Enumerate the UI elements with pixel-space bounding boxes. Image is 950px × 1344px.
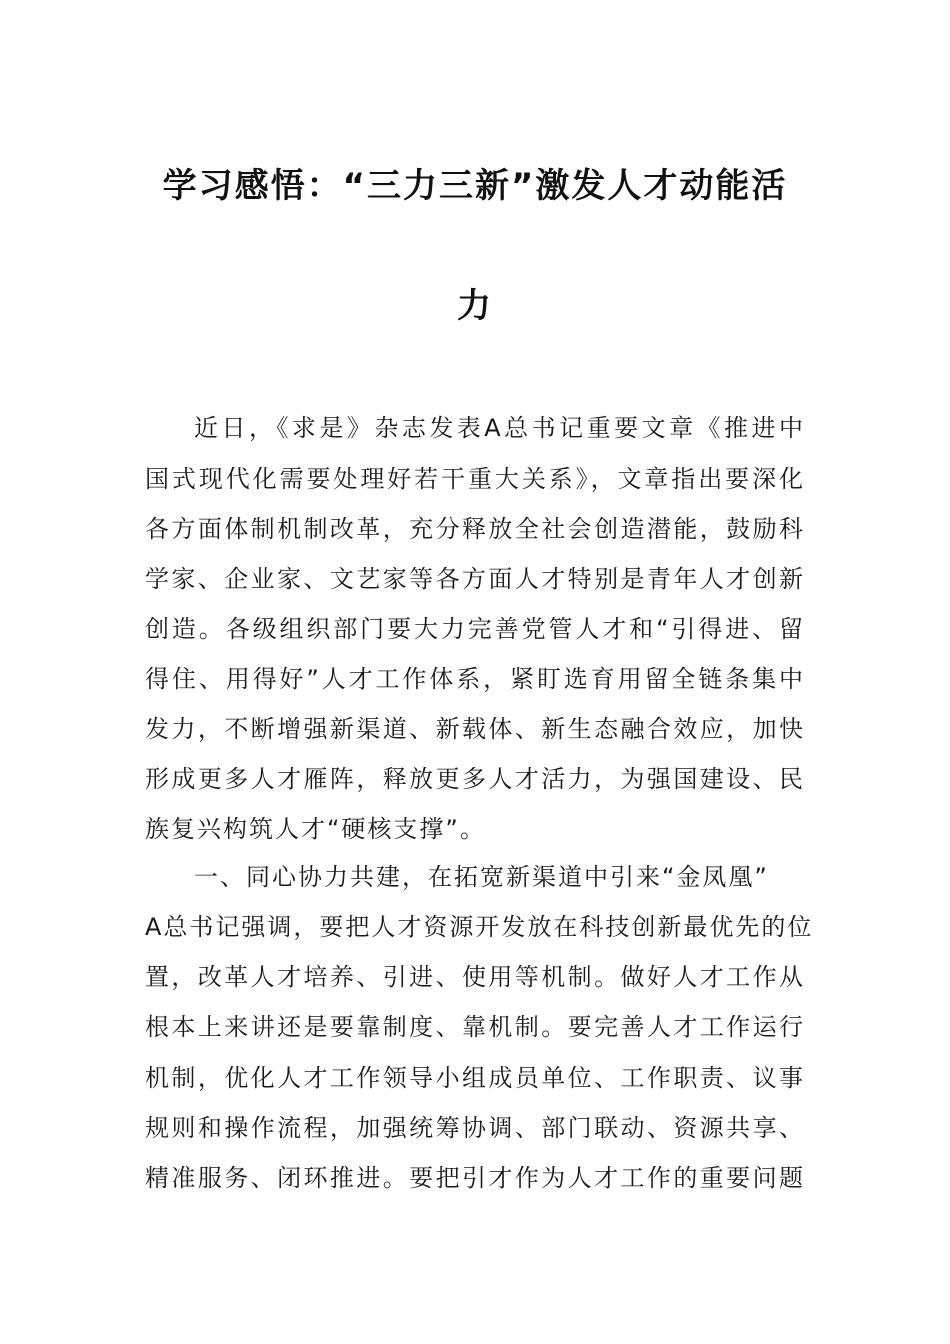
body-text-line: 规则和操作流程，加强统筹协调、部门联动、资源共享、 [145,1114,805,1142]
document-title-line-2: 力 [457,286,493,326]
body-text-line: 近日，《求是》杂志发表A总书记重要文章《推进中 [194,414,805,442]
body-text-line: 置，改革人才培养、引进、使用等机制。做好人才工作从 [145,963,805,991]
body-text-line: 精准服务、闭环推进。要把引才作为人才工作的重要问题 [145,1164,805,1192]
body-text-line: 发力，不断增强新渠道、新载体、新生态融合效应，加快 [145,715,805,743]
body-text-line: 国式现代化需要处理好若干重大关系》，文章指出要深化 [145,465,805,493]
body-text-line: 根本上来讲还是要靠制度、靠机制。要完善人才工作运行 [145,1013,805,1041]
body-text-line: 机制，优化人才工作领导小组成员单位、工作职责、议事 [145,1064,805,1092]
body-text-line: 族复兴构筑人才“硬核支撑”。 [145,815,486,843]
document-title-line-1: 学习感悟：“三力三新”激发人才动能活 [162,166,788,206]
body-text-line: 创造。各级组织部门要大力完善党管人才和“引得进、留 [145,615,805,643]
body-text-line: A总书记强调，要把人才资源开发放在科技创新最优先的位 [145,913,814,941]
body-text-line: 得住、用得好”人才工作体系，紧盯选育用留全链条集中 [145,665,805,693]
section-heading: 一、同心协力共建，在拓宽新渠道中引来“金凤凰” [194,863,769,891]
body-text-line: 学家、企业家、文艺家等各方面人才特别是青年人才创新 [145,565,805,593]
body-text-line: 各方面体制机制改革，充分释放全社会创造潜能，鼓励科 [145,515,805,543]
body-text-line: 形成更多人才雁阵，释放更多人才活力，为强国建设、民 [145,765,805,793]
